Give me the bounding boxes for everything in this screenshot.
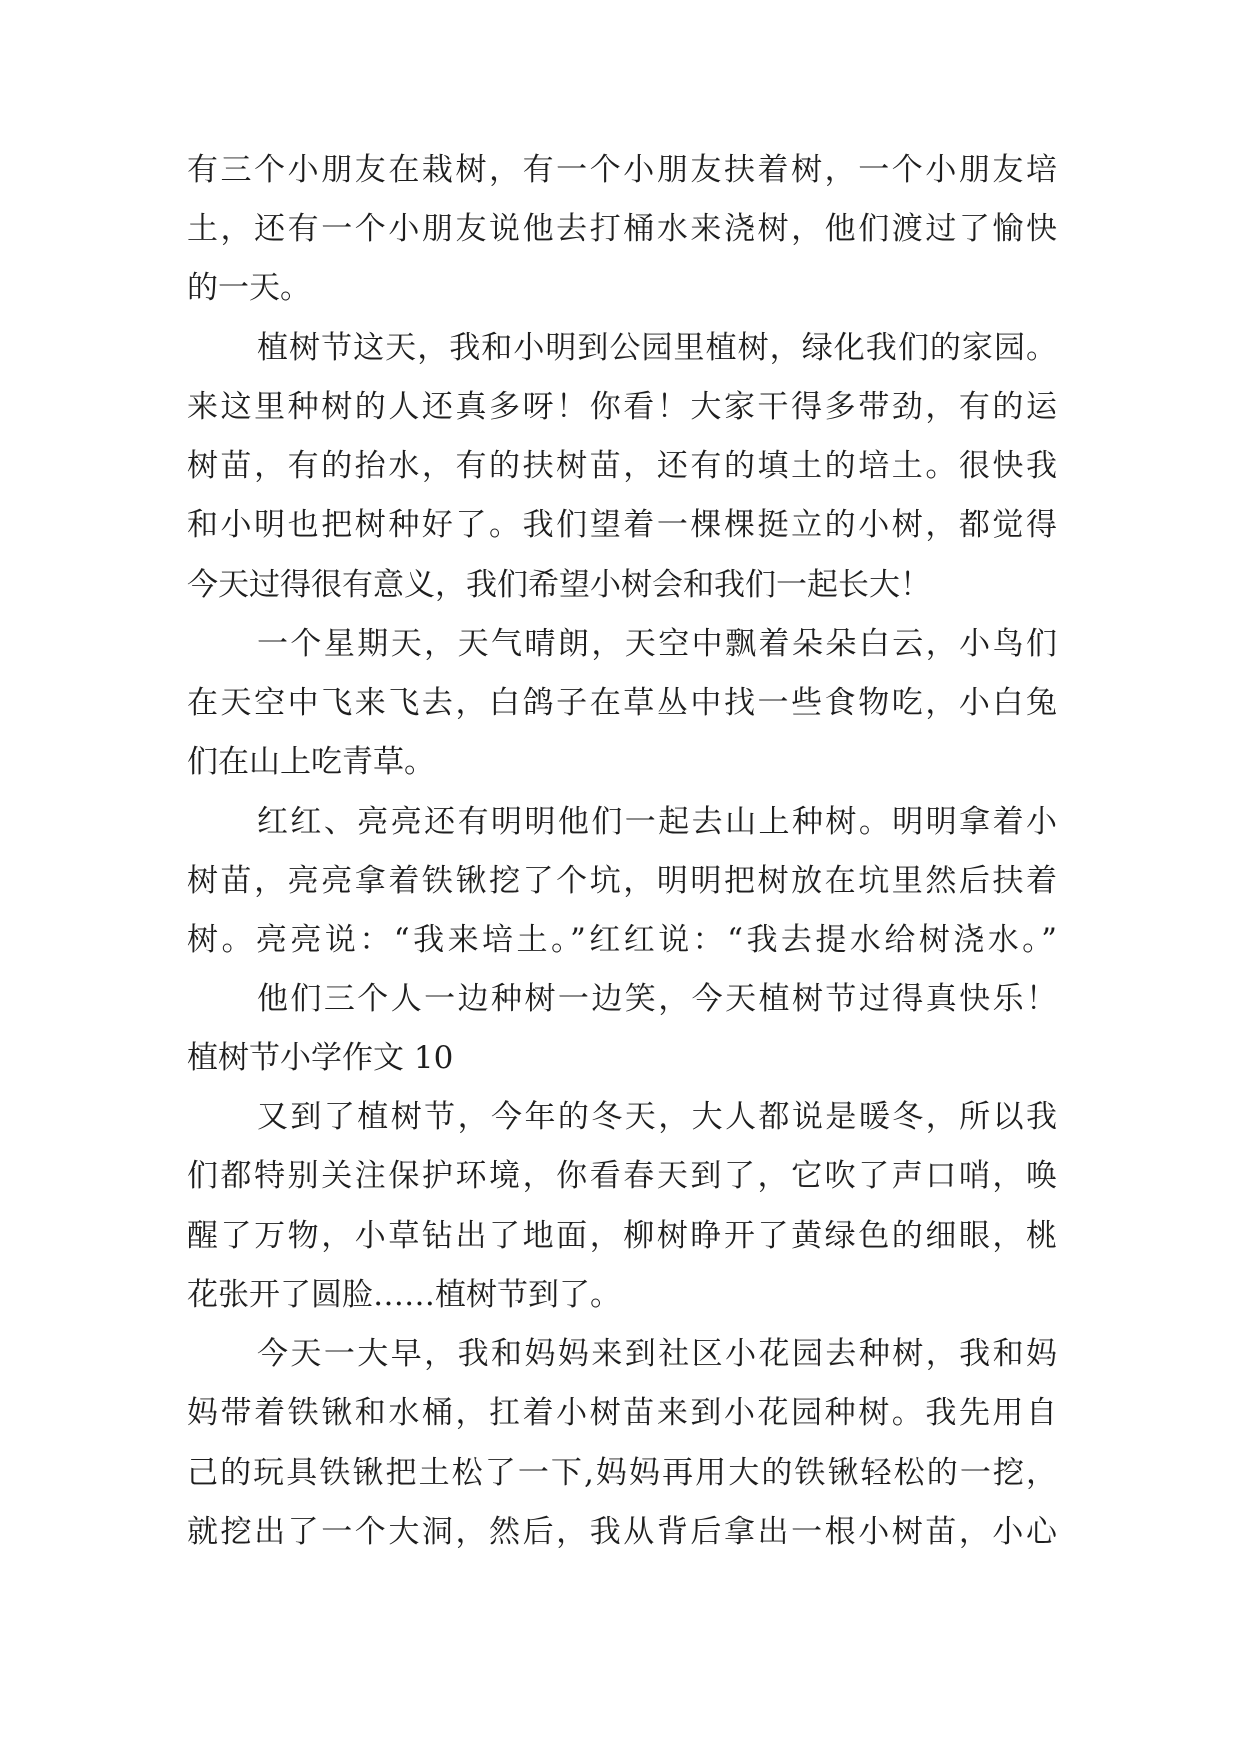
paragraph-first-line: 今天一大早，我和妈妈来到社区小花园去种树，我和妈 — [257, 1336, 1057, 1372]
text-line: 在天空中飞来飞去，白鸽子在草丛中找一些食物吃，小白兔 — [187, 685, 1057, 721]
text-line: 醒了万物，小草钻出了地面，柳树睁开了黄绿色的细眼，桃 — [187, 1218, 1057, 1254]
text-line: 树。亮亮说：“我来培土。”红红说：“我去提水给树浇水。” — [187, 922, 1057, 958]
text-line: 的一天。 — [187, 270, 311, 306]
paragraph-first-line: 他们三个人一边种树一边笑，今天植树节过得真快乐！ — [257, 981, 1057, 1017]
paragraph-first-line: 红红、亮亮还有明明他们一起去山上种树。明明拿着小 — [257, 804, 1057, 840]
paragraph-first-line: 又到了植树节，今年的冬天，大人都说是暖冬，所以我 — [257, 1099, 1057, 1135]
text-line: 树苗，亮亮拿着铁锹挖了个坑，明明把树放在坑里然后扶着 — [187, 863, 1057, 899]
paragraph-first-line: 一个星期天，天气晴朗，天空中飘着朵朵白云，小鸟们 — [257, 626, 1057, 662]
text-line: 有三个小朋友在栽树，有一个小朋友扶着树，一个小朋友培 — [187, 152, 1057, 188]
text-line: 来这里种树的人还真多呀！你看！大家干得多带劲，有的运 — [187, 389, 1057, 425]
text-line: 己的玩具铁锹把土松了一下,妈妈再用大的铁锹轻松的一挖， — [187, 1455, 1057, 1491]
section-heading: 植树节小学作文 10 — [187, 1040, 454, 1076]
paragraph-first-line: 植树节这天，我和小明到公园里植树，绿化我们的家园。 — [257, 330, 1057, 366]
text-line: 今天过得很有意义，我们希望小树会和我们一起长大！ — [187, 567, 931, 603]
text-line: 土，还有一个小朋友说他去打桶水来浇树，他们渡过了愉快 — [187, 211, 1057, 247]
text-line: 和小明也把树种好了。我们望着一棵棵挺立的小树，都觉得 — [187, 507, 1057, 543]
text-line: 花张开了圆脸……植树节到了。 — [187, 1277, 621, 1313]
text-line: 妈带着铁锹和水桶，扛着小树苗来到小花园种树。我先用自 — [187, 1395, 1057, 1431]
text-line: 就挖出了一个大洞，然后，我从背后拿出一根小树苗，小心 — [187, 1514, 1057, 1550]
text-line: 们都特别关注保护环境，你看春天到了，它吹了声口哨，唤 — [187, 1158, 1057, 1194]
text-line: 树苗，有的抬水，有的扶树苗，还有的填土的培土。很快我 — [187, 448, 1057, 484]
text-line: 们在山上吃青草。 — [187, 744, 435, 780]
